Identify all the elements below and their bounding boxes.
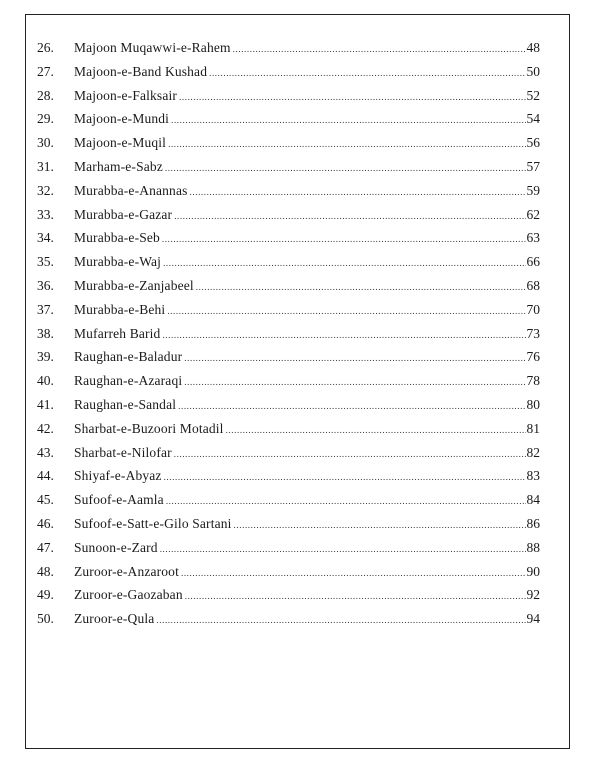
toc-entry-number: 38. — [37, 325, 54, 341]
dot-leader — [168, 133, 525, 157]
toc-entry — [37, 488, 540, 512]
toc-entry-title: Murabba-e-Zanjabeel — [74, 277, 194, 293]
toc-entry-page: 54 — [526, 111, 540, 127]
dot-leader — [178, 395, 525, 419]
toc-entry — [37, 536, 540, 560]
toc-entry-title: Majoon-e-Mundi — [74, 111, 170, 127]
toc-entry — [37, 203, 540, 227]
toc-entry-title: Sunoon-e-Zard — [74, 539, 158, 555]
toc-entry-title: Shiyaf-e-Abyaz — [74, 468, 162, 484]
toc-entry-page: 83 — [526, 468, 540, 484]
toc-entry — [37, 179, 540, 203]
toc-entry — [37, 84, 540, 108]
toc-entry-page: 76 — [526, 349, 540, 365]
dot-leader — [164, 466, 526, 490]
toc-entry-page: 80 — [526, 396, 540, 412]
toc-entry — [37, 607, 540, 631]
toc-entry-number: 29. — [37, 111, 54, 127]
dot-leader — [171, 109, 525, 133]
toc-entry-number: 50. — [37, 611, 54, 627]
dot-leader — [184, 371, 525, 395]
toc-entry-number: 39. — [37, 349, 54, 365]
toc-entry-title: Majoon-e-Falksair — [74, 87, 178, 103]
toc-entry-number: 36. — [37, 277, 54, 293]
toc-entry — [37, 583, 540, 607]
toc-entry-title: Zuroor-e-Anzaroot — [74, 563, 179, 579]
toc-entry-title: Raughan-e-Sandal — [74, 396, 177, 412]
toc-entry-page: 88 — [526, 539, 540, 555]
toc-entry-title: Murabba-e-Gazar — [74, 206, 173, 222]
toc-entry-number: 34. — [37, 230, 54, 246]
dot-leader — [160, 538, 526, 562]
toc-entry-page: 73 — [526, 325, 540, 341]
toc-entry — [37, 393, 540, 417]
toc-entry — [37, 560, 540, 584]
toc-entry-page: 50 — [526, 63, 540, 79]
toc-entry — [37, 60, 540, 84]
toc-entry-number: 48. — [37, 563, 54, 579]
toc-entry — [37, 322, 540, 346]
toc-entry-number: 27. — [37, 63, 54, 79]
toc-entry-title: Sufoof-e-Aamla — [74, 492, 164, 508]
toc-entry — [37, 131, 540, 155]
toc-entry-title: Sufoof-e-Satt-e-Gilo Sartani — [74, 515, 232, 531]
toc-entry — [37, 155, 540, 179]
toc-entry-number: 28. — [37, 87, 54, 103]
toc-entry-page: 81 — [526, 420, 540, 436]
toc-entry-title: Sharbat-e-Buzoori Motadil — [74, 420, 224, 436]
dot-leader — [174, 443, 526, 467]
toc-entry-title: Mufarreh Barid — [74, 325, 161, 341]
toc-entry-page: 63 — [526, 230, 540, 246]
toc-entry-page: 78 — [526, 373, 540, 389]
toc-entry-title: Murabba-e-Seb — [74, 230, 160, 246]
toc-entry-number: 33. — [37, 206, 54, 222]
dot-leader — [179, 86, 525, 110]
toc-entry-title: Zuroor-e-Qula — [74, 611, 155, 627]
toc-entry-number: 41. — [37, 396, 54, 412]
table-of-contents — [37, 36, 540, 631]
dot-leader — [174, 205, 525, 229]
toc-entry — [37, 298, 540, 322]
toc-entry-title: Murabba-e-Anannas — [74, 182, 188, 198]
dot-leader — [209, 62, 525, 86]
toc-entry-page: 82 — [526, 444, 540, 460]
toc-entry-number: 37. — [37, 301, 54, 317]
toc-entry-title: Murabba-e-Waj — [74, 254, 162, 270]
toc-entry-page: 70 — [526, 301, 540, 317]
dot-leader — [181, 562, 526, 586]
toc-entry-page: 57 — [526, 158, 540, 174]
toc-entry-number: 35. — [37, 254, 54, 270]
dot-leader — [167, 300, 525, 324]
toc-entry-number: 26. — [37, 40, 54, 55]
toc-entry-title: Raughan-e-Azaraqi — [74, 373, 183, 389]
dot-leader — [234, 514, 526, 538]
dot-leader — [196, 276, 526, 300]
toc-entry-page: 68 — [526, 277, 540, 293]
dot-leader — [226, 419, 526, 443]
toc-entry-number: 42. — [37, 420, 54, 436]
dot-leader — [162, 324, 525, 348]
toc-entry-number: 31. — [37, 158, 54, 174]
toc-entry — [37, 512, 540, 536]
toc-entry-number: 40. — [37, 373, 54, 389]
toc-entry-title: Majoon-e-Muqil — [74, 135, 167, 151]
toc-entry-title: Murabba-e-Behi — [74, 301, 166, 317]
toc-entry-title: Raughan-e-Baladur — [74, 349, 183, 365]
toc-entry-number: 43. — [37, 444, 54, 460]
toc-entry — [37, 464, 540, 488]
toc-entry-page: 56 — [526, 135, 540, 151]
toc-entry-title: Marham-e-Sabz — [74, 158, 163, 174]
toc-entry-page: 52 — [526, 87, 540, 103]
dot-leader — [233, 38, 526, 62]
toc-entry-number: 46. — [37, 515, 54, 531]
toc-entry-number: 45. — [37, 492, 54, 508]
toc-entry-number: 30. — [37, 135, 54, 151]
toc-entry-page: 59 — [526, 182, 540, 198]
dot-leader — [162, 228, 526, 252]
toc-entry-page: 84 — [526, 492, 540, 508]
toc-entry — [37, 226, 540, 250]
toc-entry — [37, 417, 540, 441]
toc-entry-page: 90 — [526, 563, 540, 579]
toc-entry-page: 92 — [526, 587, 540, 603]
toc-entry-title: Zuroor-e-Gaozaban — [74, 587, 183, 603]
dot-leader — [163, 252, 525, 276]
toc-entry — [37, 36, 540, 60]
toc-entry-page: 62 — [526, 206, 540, 222]
toc-entry-number: 32. — [37, 182, 54, 198]
toc-entry — [37, 250, 540, 274]
toc-entry — [37, 441, 540, 465]
toc-entry — [37, 345, 540, 369]
dot-leader — [184, 347, 525, 371]
dot-leader — [185, 585, 526, 609]
toc-entry — [37, 107, 540, 131]
dot-leader — [166, 490, 526, 514]
toc-entry-title: Sharbat-e-Nilofar — [74, 444, 172, 460]
toc-entry — [37, 369, 540, 393]
toc-entry-page: 86 — [526, 515, 540, 531]
dot-leader — [190, 181, 526, 205]
toc-entry — [37, 274, 540, 298]
toc-entry-number: 44. — [37, 468, 54, 484]
dot-leader — [156, 609, 525, 633]
toc-entry-page: 48 — [526, 40, 540, 55]
toc-entry-title: Majoon Muqawwi-e-Rahem — [74, 40, 231, 55]
toc-entry-number: 47. — [37, 539, 54, 555]
toc-entry-number: 49. — [37, 587, 54, 603]
toc-entry-page: 66 — [526, 254, 540, 270]
toc-entry-title: Majoon-e-Band Kushad — [74, 63, 208, 79]
dot-leader — [165, 157, 526, 181]
toc-entry-page: 94 — [526, 611, 540, 627]
